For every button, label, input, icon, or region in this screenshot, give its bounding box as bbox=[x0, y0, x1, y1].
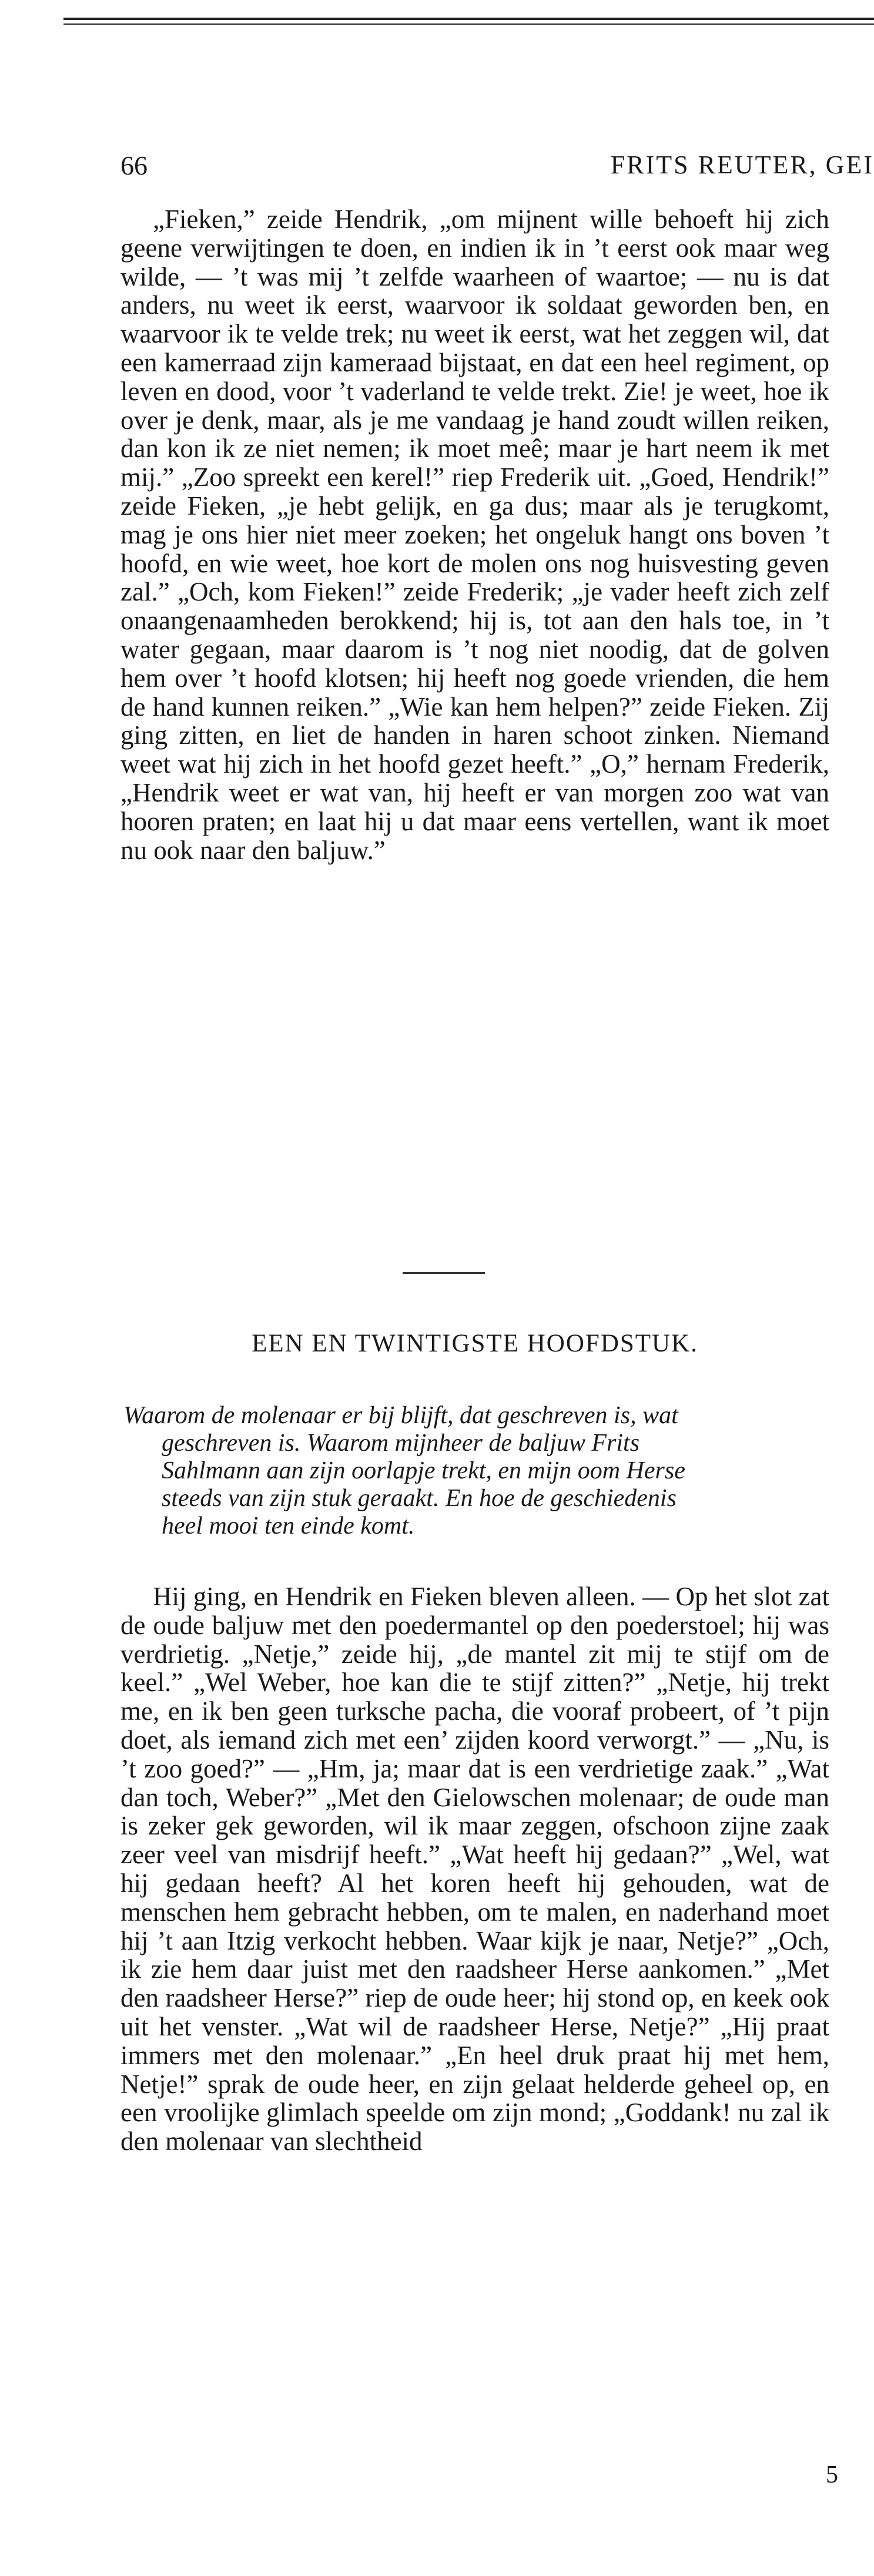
text-block-2 bbox=[120, 1582, 829, 2156]
summary-line-1: Waarom de molenaar er bij blijft, dat geschreven is, wat bbox=[123, 1402, 678, 1429]
running-head: FRITS REUTER, GEI bbox=[610, 150, 874, 179]
page-header bbox=[120, 150, 874, 191]
text-block-1 bbox=[120, 205, 829, 864]
summary-line-3: Sahlmann aan zijn oorlapje trekt, en mijn oom Herse bbox=[162, 1457, 685, 1484]
body-paragraph-2: Hij ging, en Hendrik en Fieken bleven alleen. — Op het slot zat de oude baljuw met den poedermantel op den poederstoel; hij was verdrietig. „Netje,” zeide hij, „de mantel zit mij te stijf om de keel.” „Wel Weber, hoe kan die te stijf zitten?” „Netje, hij trekt me, en ik ben geen turksche pacha, die vooraf probeert, of ’t pijn doet, als iemand zich met een’ zijden koord verworgt.” — „Nu, is ’t zoo goed?” — „Hm, ja; maar dat is een verdrietige zaak.” „Wat dan toch, Weber?” „Met den Gielowschen molenaar; de oude man is zeker gek geworden, wil ik maar zeggen, ofschoon zijne zaak zeer veel van misdrijf heeft.” „Wat heeft hij gedaan?” „Wel, wat hij gedaan heeft? Al het koren heeft hij gehouden, wat de menschen hem gebracht hebben, om te malen, en naderhand moet hij ’t aan Itzig verkocht hebben. Waar kijk je naar, Netje?” „Och, ik zie hem daar juist met den raadsheer Herse aankomen.” „Met den raadsheer Herse?” riep de oude heer; hij stond op, en keek ook uit het venster. „Wat wil de raadsheer Herse, Netje?” „Hij praat immers met den molenaar.” „En heel druk praat hij met hem, Netje!” sprak de oude heer, en zijn gelaat helderde geheel op, en een vroolijke glimlach speelde om zijn mond; „Goddank! nu zal ik den molenaar van slechtheid bbox=[120, 1582, 829, 2156]
signature-mark: 5 bbox=[826, 2461, 838, 2488]
top-rule bbox=[63, 18, 874, 25]
chapter-title: EEN EN TWINTIGSTE HOOFDSTUK. bbox=[252, 1330, 698, 1357]
summary-line-4: steeds van zijn stuk geraakt. En hoe de geschiedenis bbox=[162, 1485, 677, 1512]
body-paragraph-1: „Fieken,” zeide Hendrik, „om mijnent wille behoeft hij zich geene verwijtingen te doen, en indien ik in ’t eerst ook maar weg wilde, — ’t was mij ’t zelfde waarheen of waartoe; — nu is dat anders, nu weet ik eerst, waarvoor ik soldaat geworden ben, en waarvoor ik te velde trek; nu weet ik eerst, wat het zeggen wil, dat een kamerraad zijn kameraad bijstaat, en dat een heel regiment, op leven en dood, voor ’t vaderland te velde trekt. Zie! je weet, hoe ik over je denk, maar, als je me vandaag je hand zoudt willen reiken, dan kon ik ze niet nemen; ik moet meê; maar je hart neem ik met mij.” „Zoo spreekt een kerel!” riep Frederik uit. „Goed, Hendrik!” zeide Fieken, „je hebt gelijk, en ga dus; maar als je terugkomt, mag je ons hier niet meer zoeken; het ongeluk hangt ons boven ’t hoofd, en wie weet, hoe kort de molen ons nog huisvesting geven zal.” „Och, kom Fieken!” zeide Frederik; „je vader heeft zich zelf onaangenaamheden berokkend; hij is, tot aan den hals toe, in ’t water gegaan, maar daarom is ’t nog niet noodig, dat de golven hem over ’t hoofd klotsen; hij heeft nog goede vrienden, die hem de hand kunnen reiken.” „Wie kan hem helpen?” zeide Fieken. Zij ging zitten, en liet de handen in haren schoot zinken. Niemand weet wat hij zich in het hoofd gezet heeft.” „O,” hernam Frederik, „Hendrik weet er wat van, hij heeft er van morgen zoo wat van hooren praten; en laat hij u dat maar eens vertellen, want ik moet nu ook naar den baljuw.” bbox=[120, 204, 829, 865]
summary-line-5: heel mooi ten einde komt. bbox=[162, 1512, 415, 1539]
section-separator bbox=[403, 1272, 485, 1274]
chapter-summary bbox=[123, 1402, 829, 1540]
summary-line-2: geschreven is. Waarom mijnheer de baljuw Frits bbox=[162, 1430, 640, 1457]
page-number: 66 bbox=[120, 150, 148, 180]
